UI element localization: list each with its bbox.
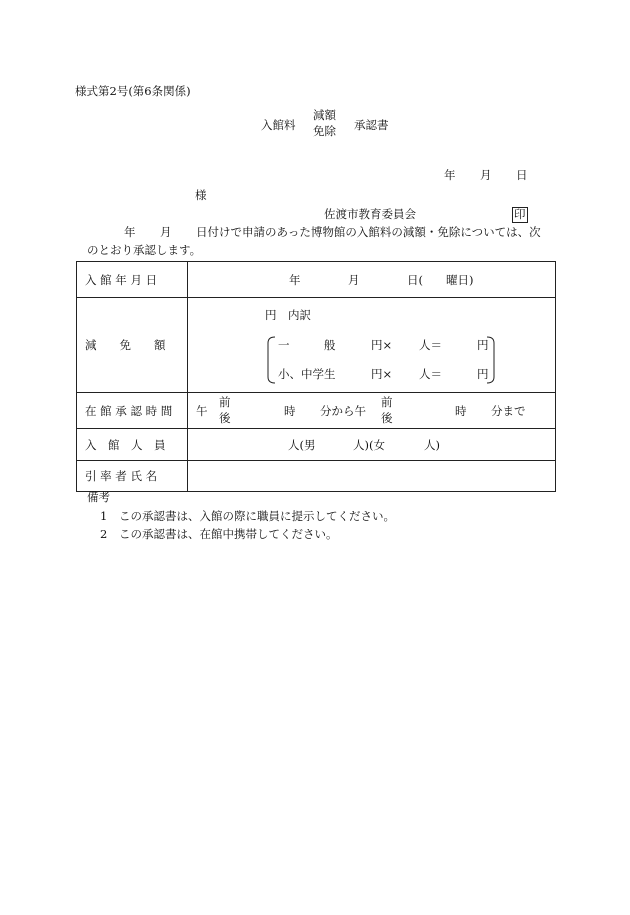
approval-table (76, 261, 556, 492)
general-persons: 人＝ (419, 338, 442, 352)
title-option-exemption: 免除 (313, 124, 336, 138)
form-number: 様式第2号(第6条関係) (75, 84, 191, 98)
title-prefix: 入館料 (261, 118, 296, 132)
end-am: 前 (381, 395, 393, 409)
leader-name-cell (188, 461, 556, 492)
date-year: 年 (444, 168, 456, 182)
visit-weekday: 曜日) (446, 273, 474, 287)
label-cell (77, 429, 188, 461)
start-pm: 後 (219, 411, 231, 425)
child-persons: 人＝ (419, 367, 442, 381)
row-time (77, 393, 556, 429)
child-label: 小、中学生 (278, 367, 336, 381)
end-hour: 時 (455, 404, 467, 418)
visit-day: 日( (407, 273, 423, 287)
label-cell (77, 461, 188, 492)
start-am: 前 (219, 395, 231, 409)
visit-date-cell (188, 262, 556, 298)
end-pm: 後 (381, 411, 393, 425)
start-hour: 時 (284, 404, 296, 418)
title-suffix: 承認書 (354, 118, 389, 132)
label-cell (77, 298, 188, 393)
general-label: 一 般 (278, 338, 336, 352)
note-1-number: 1 (100, 509, 108, 523)
general-yen-times: 円× (371, 338, 393, 352)
start-noon: 午 (196, 404, 208, 418)
notes-heading: 備考 (87, 490, 110, 504)
end-min-until: 分まで (491, 404, 526, 418)
seal-mark: 印 (514, 207, 526, 221)
note-2-number: 2 (100, 527, 108, 541)
amount-cell (188, 298, 556, 393)
label-cell (77, 262, 188, 298)
addressee-honorific: 様 (195, 188, 207, 202)
persons-close: 人) (424, 438, 440, 452)
persons-female: 人)(女 (353, 438, 385, 452)
date-day: 日 (516, 168, 528, 182)
body-year: 年 (124, 225, 136, 239)
label-leader: 引 率 者 氏 名 (85, 469, 158, 483)
row-persons (77, 429, 556, 461)
label-cell (77, 393, 188, 429)
body-month: 月 (160, 225, 172, 239)
row-visit-date (77, 262, 556, 298)
label-visit-date: 入 館 年 月 日 (85, 273, 158, 287)
title-option-reduction: 減額 (313, 108, 336, 122)
body-line2: のとおり承認します。 (87, 243, 202, 257)
left-bracket (266, 336, 276, 384)
row-amount (77, 298, 556, 393)
note-2-text: この承認書は、在館中携帯してください。 (119, 527, 338, 541)
start-min-from: 分から午 (320, 404, 366, 418)
label-amount: 減 免 額 (85, 338, 166, 352)
label-time: 在 館 承 認 時 間 (85, 404, 173, 418)
persons-male: 人(男 (288, 438, 316, 452)
yen-breakdown: 円 内訳 (265, 308, 311, 322)
time-cell (188, 393, 556, 429)
label-persons: 入 館 人 員 (85, 438, 166, 452)
row-leader (77, 461, 556, 492)
general-yen: 円 (477, 338, 489, 352)
date-month: 月 (480, 168, 492, 182)
visit-year: 年 (289, 273, 301, 287)
visit-month: 月 (348, 273, 360, 287)
note-1-text: この承認書は、入館の際に職員に提示してください。 (119, 509, 395, 523)
child-yen-times: 円× (371, 367, 393, 381)
issuer-name: 佐渡市教育委員会 (324, 207, 416, 221)
child-yen: 円 (477, 367, 489, 381)
body-line1: 日付けで申請のあった博物館の入館料の減額・免除については、次 (196, 225, 541, 239)
persons-cell (188, 429, 556, 461)
